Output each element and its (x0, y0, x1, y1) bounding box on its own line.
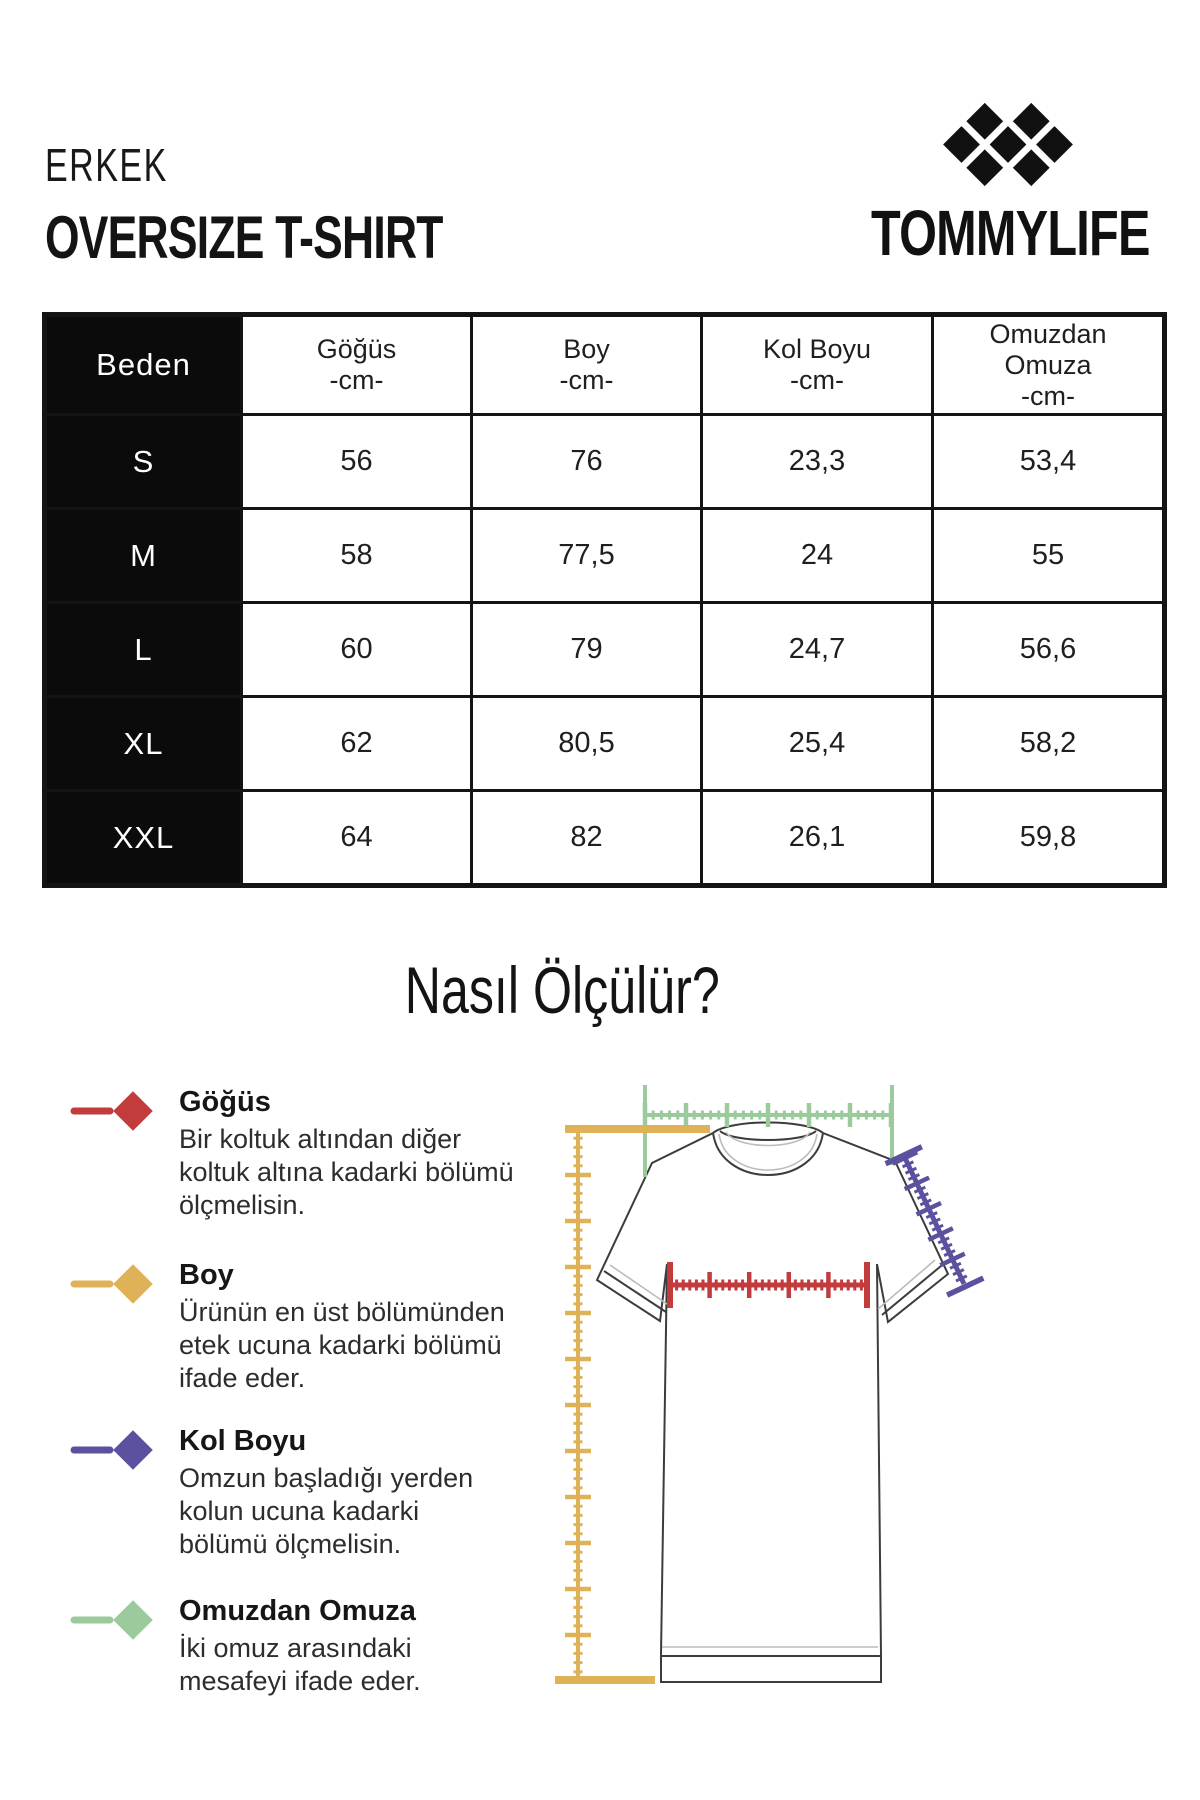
table-cell: 53,4 (931, 413, 1162, 507)
table-cell: 76 (470, 413, 700, 507)
product-title: OVERSIZE T-SHIRT (45, 204, 443, 271)
table-cell: 82 (470, 789, 700, 883)
measure-description: Bir koltuk altından diğer koltuk altına kadarki bölümü ölçmelisin. (179, 1124, 514, 1220)
table-cell: 80,5 (470, 695, 700, 789)
table-header-omuzdan-omuza: Omuzdan Omuza -cm- (931, 317, 1162, 413)
table-header-beden: Beden (47, 317, 240, 413)
logo-diamond (943, 126, 980, 163)
table-cell: 23,3 (700, 413, 931, 507)
size-cell: L (47, 601, 240, 695)
logo-diamond (966, 149, 1003, 186)
category-label: ERKEK (45, 139, 168, 191)
sleeve-diamond-icon (70, 1420, 165, 1480)
measure-name: Göğüs (179, 1086, 271, 1118)
measure-item-kol-boyu (70, 1424, 579, 1561)
table-cell: 77,5 (470, 507, 700, 601)
measure-name: Boy (179, 1259, 234, 1291)
table-header-boy: Boy -cm- (470, 317, 700, 413)
table-header-gogus: Göğüs -cm- (240, 317, 470, 413)
logo-diamond (1013, 149, 1050, 186)
measure-name: Omuzdan Omuza (179, 1595, 416, 1627)
measure-description: Ürünün en üst bölümünden etek ucuna kadarki bölümü ifade eder. (179, 1297, 505, 1393)
table-header-kol-boyu: Kol Boyu -cm- (700, 317, 931, 413)
chest-diamond-icon (70, 1081, 165, 1141)
table-cell: 55 (931, 507, 1162, 601)
table-cell: 59,8 (931, 789, 1162, 883)
tommylife-logo-icon (938, 98, 1078, 191)
table-cell: 56,6 (931, 601, 1162, 695)
shoulder-diamond-icon (70, 1590, 165, 1650)
tshirt-outline-icon (597, 1123, 948, 1683)
table-cell: 79 (470, 601, 700, 695)
table-cell: 62 (240, 695, 470, 789)
sleeve-ruler (886, 1147, 984, 1295)
size-cell: XL (47, 695, 240, 789)
size-cell: S (47, 413, 240, 507)
logo-diamond (1013, 103, 1050, 140)
table-cell: 58,2 (931, 695, 1162, 789)
measure-name: Kol Boyu (179, 1425, 307, 1457)
table-cell: 64 (240, 789, 470, 883)
logo-diamond (966, 103, 1003, 140)
table-cell: 24,7 (700, 601, 931, 695)
logo-diamond (990, 126, 1027, 163)
length-ruler (555, 1129, 710, 1680)
measure-item-omuzdan-omuza (70, 1594, 579, 1698)
chest-ruler (670, 1262, 867, 1308)
measure-item-boy (70, 1258, 579, 1395)
table-cell: 58 (240, 507, 470, 601)
table-cell: 25,4 (700, 695, 931, 789)
table-cell: 26,1 (700, 789, 931, 883)
table-cell: 24 (700, 507, 931, 601)
logo-diamond (1036, 126, 1073, 163)
how-to-measure-title: Nasıl Ölçülür? (404, 953, 720, 1027)
measure-description: İki omuz arasındaki mesafeyi ifade eder. (179, 1633, 421, 1696)
size-table (42, 312, 1167, 888)
size-cell: M (47, 507, 240, 601)
length-diamond-icon (70, 1254, 165, 1314)
brand-name: TOMMYLIFE (870, 197, 1150, 269)
table-cell: 60 (240, 601, 470, 695)
table-cell: 56 (240, 413, 470, 507)
measure-description: Omzun başladığı yerden kolun ucuna kadarki bölümü ölçmelisin. (179, 1463, 474, 1559)
size-cell: XXL (47, 789, 240, 883)
measure-item-gogus (70, 1085, 579, 1222)
tshirt-measurement-diagram (540, 1070, 1040, 1710)
